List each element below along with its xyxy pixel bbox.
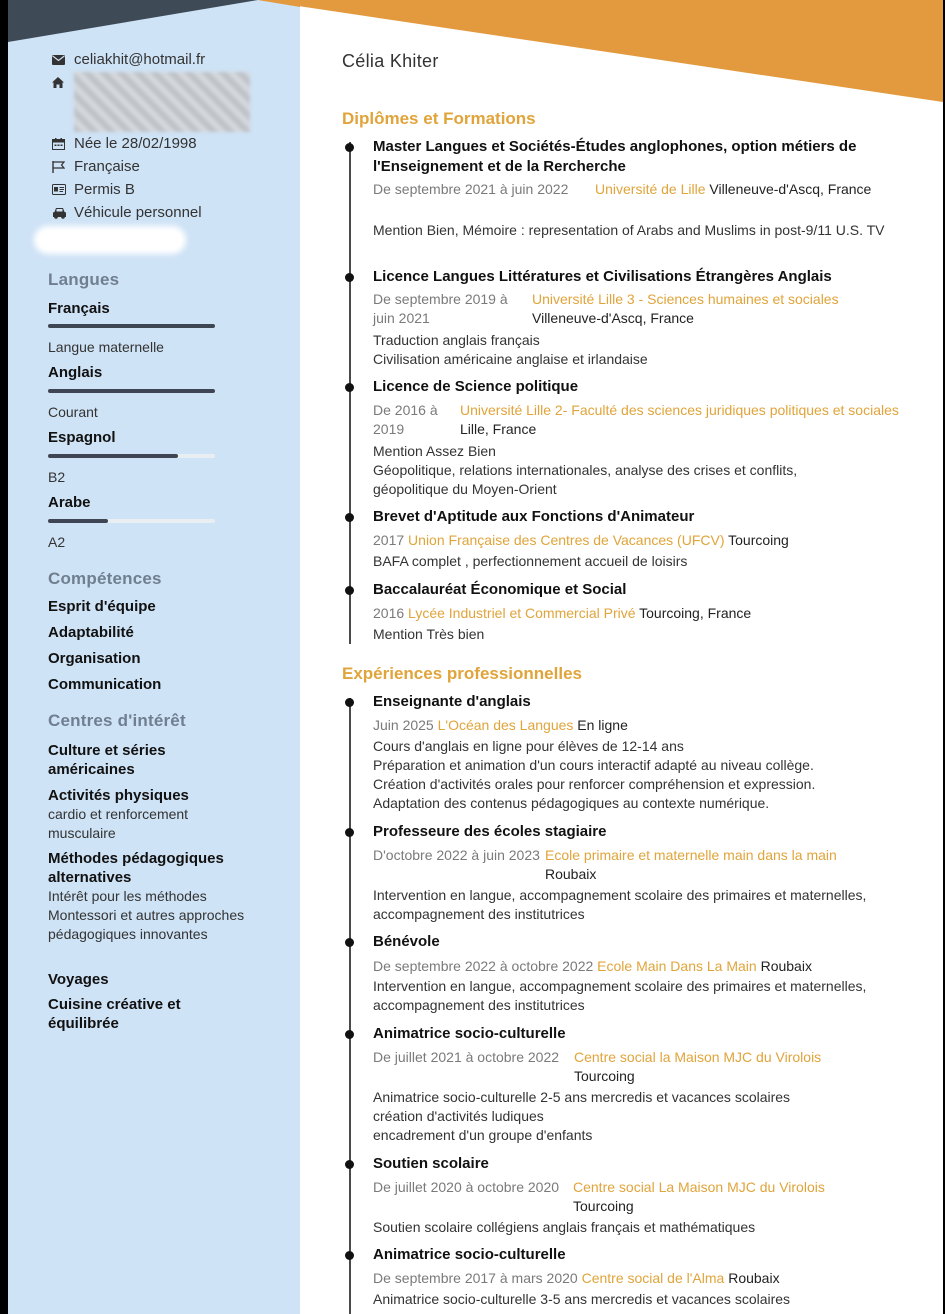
timeline-dot [345,273,354,282]
vehicle-text: Véhicule personnel [74,204,202,221]
entry-desc: BAFA complet , perfectionnement accueil de loisirs [373,553,688,569]
entry-date: De 2016 à 2019 [373,402,438,437]
entry-organization [373,1269,913,1288]
entry-organization [373,957,913,976]
entry-org-name: Lycée Industriel et Commercial Privé [408,605,636,621]
birth-text: Née le 28/02/1998 [74,135,197,152]
entry-desc: Animatrice socio-culturelle 2-5 ans mercredis et vacances scolaires [373,1089,791,1105]
entry-organization [373,604,913,623]
nationality-text: Française [74,158,140,175]
entry-desc: création d'activités ludiques [373,1108,544,1124]
language-name: Arabe [48,494,91,511]
skill-item: Esprit d'équipe [48,598,156,615]
entry-desc: Soutien scolaire collégiens anglais français et mathématiques [373,1219,756,1235]
entry-org-name: Université Lille 3 - Sciences humaines et sociales [532,291,839,307]
language-name: Anglais [48,364,103,381]
entry-desc: Civilisation américaine anglaise et irlandaise [373,351,648,367]
interest-desc: cardio et renforcement musculaire [48,806,189,841]
entry-org-name: Université Lille 2- Faculté des sciences juridiques politiques et sociales [460,402,899,418]
entry-desc: Cours d'anglais en ligne pour élèves de 12-14 ans [373,738,684,754]
entry-desc: Animatrice socio-culturelle 3-5 ans mercredis et vacances scolaires [373,1291,791,1307]
entry-title: Professeure des écoles stagiaire [373,823,607,840]
entry-organization [532,290,912,328]
skill-item: Organisation [48,650,141,667]
entry-desc: Intervention en langue, accompagnement scolaire des primaires et maternelles, accompagnement des institutrices [373,978,867,1013]
entry-org-name: Union Française des Centres de Vacances (UFCV) [408,532,725,548]
flag-icon [52,161,74,173]
calendar-icon [52,138,74,150]
entry-place: Tourcoing [724,532,789,548]
entry-title: Master Langues et Sociétés-Études anglophones, option métiers de l'Enseignement et de la Rercherche [373,138,857,175]
entry-organization [573,1178,913,1216]
resume-page [8,0,943,1314]
entry-date: 2016 [373,605,405,621]
entry-date: De septembre 2017 à mars 2020 [373,1270,578,1286]
language-level: B2 [48,469,66,485]
entry-title: Bénévole [373,933,440,950]
license-text: Permis B [74,181,135,198]
language-bar [48,324,215,328]
entry-date: De juillet 2020 à octobre 2020 [373,1179,560,1195]
entry-title: Enseignante d'anglais [373,693,531,710]
entry-place: Tourcoing [574,1068,635,1084]
entry-title: Licence de Science politique [373,378,579,395]
entry-organization [373,716,913,735]
skill-item: Communication [48,676,162,693]
car-icon [52,207,74,219]
interest-title: Méthodes pédagogiques alternatives [48,850,224,886]
envelope-icon [52,55,74,65]
language-bar-fill [48,324,215,328]
entry-place: Villeneuve-d'Ascq, France [705,181,872,197]
contact-vehicle [52,201,202,224]
entry-date: D'octobre 2022 à juin 2023 [373,847,540,863]
experience-timeline [349,698,351,1314]
entry-title: Animatrice socio-culturelle [373,1246,566,1263]
languages-heading: Langues [48,270,120,289]
skill-item: Adaptabilité [48,624,134,641]
entry-organization [574,1048,914,1086]
education-heading: Diplômes et Formations [342,109,536,128]
entry-place: Villeneuve-d'Ascq, France [532,310,694,326]
entry-place: Lille, France [460,421,537,437]
entry-desc: Traduction anglais français [373,332,540,348]
entry-place: Roubaix [545,866,597,882]
entry-place: En ligne [573,717,628,733]
timeline-dot [345,938,354,947]
entry-desc: Mention Assez Bien [373,443,496,459]
candidate-name: Célia Khiter [342,51,439,71]
language-bar [48,389,215,393]
entry-desc: Préparation et animation d'un cours interactif adapté au niveau collège. [373,757,814,773]
entry-org-name: Ecole primaire et maternelle main dans la main [545,847,837,863]
entry-org-name: L'Océan des Langues [437,717,574,733]
timeline-dot [345,586,354,595]
entry-date: De septembre 2022 à octobre 2022 [373,958,594,974]
timeline-dot [345,1251,354,1260]
entry-place: Tourcoing, France [635,605,752,621]
entry-date: De juillet 2021 à octobre 2022 [373,1049,560,1065]
entry-org-name: Ecole Main Dans La Main [597,958,757,974]
home-icon [52,77,74,88]
language-level: Langue maternelle [48,339,164,355]
entry-desc: Géopolitique, relations internationales, analyse des crises et conflits, géopolitique du Moyen-Orient [373,462,798,497]
entry-desc: Adaptation des contenus pédagogiques au contexte numérique. [373,795,770,811]
timeline-dot [345,383,354,392]
entry-title: Baccalauréat Économique et Social [373,581,627,598]
timeline-dot [345,1030,354,1039]
interest-title: Cuisine créative et équilibrée [48,996,181,1032]
entry-desc: Création d'activités orales pour renforcer compréhension et expression. [373,776,816,792]
entry-place: Tourcoing [573,1198,634,1214]
entry-place: Roubaix [756,958,812,974]
entry-date: Juin 2025 [373,717,434,733]
language-bar [48,454,215,458]
email-text: celiakhit@hotmail.fr [74,51,206,68]
education-timeline [349,142,351,644]
entry-organization [595,180,885,199]
entry-place: Roubaix [724,1270,780,1286]
entry-organization [460,401,915,439]
language-name: Espagnol [48,429,116,446]
entry-title: Licence Langues Littératures et Civilisations Étrangères Anglais [373,268,832,285]
timeline-dot [345,143,354,152]
entry-date: De septembre 2019 à juin 2021 [373,291,508,326]
entry-org-name: Centre social la Maison MJC du Virolois [574,1049,822,1065]
entry-title: Animatrice socio-culturelle [373,1025,566,1042]
interest-title: Voyages [48,971,109,988]
entry-title: Soutien scolaire [373,1155,489,1172]
language-bar-fill [48,519,108,523]
entry-organization [545,846,915,884]
redacted-line [34,226,186,254]
timeline-dot [345,513,354,522]
entry-date: De septembre 2021 à juin 2022 [373,181,569,197]
language-level: Courant [48,404,98,420]
language-level: A2 [48,534,66,550]
entry-title: Brevet d'Aptitude aux Fonctions d'Animateur [373,508,695,525]
entry-org-name: Centre social de l'Alma [581,1270,725,1286]
language-bar-fill [48,389,215,393]
entry-org-name: Centre social La Maison MJC du Virolois [573,1179,825,1195]
entry-desc: Mention Très bien [373,626,485,642]
personal-info [52,132,202,224]
entry-desc: Mention Bien, Mémoire : representation of Arabs and Muslims in post-9/11 U.S. TV [373,222,885,238]
entry-organization [373,531,913,550]
timeline-dot [345,828,354,837]
timeline-dot [345,1160,354,1169]
contact-nationality [52,155,202,178]
entry-org-name: Université de Lille [595,181,706,197]
timeline-dot [345,698,354,707]
experience-heading: Expériences professionnelles [342,664,582,683]
skills-heading: Compétences [48,569,162,588]
contact-email[interactable] [52,48,205,71]
language-bar [48,519,215,523]
interest-title: Activités physiques [48,787,189,804]
interests-heading: Centres d'intérêt [48,711,186,730]
interest-desc: Intérêt pour les méthodes Montessori et autres approches pédagogiques innovantes [48,888,245,942]
language-bar-fill [48,454,178,458]
entry-desc: encadrement d'un groupe d'enfants [373,1127,593,1143]
contact-license [52,178,202,201]
redacted-address [74,72,250,132]
id-card-icon [52,184,74,195]
interest-title: Culture et séries américaines [48,742,166,778]
language-name: Français [48,300,110,317]
contact-birth [52,132,202,155]
entry-desc: Intervention en langue, accompagnement scolaire des primaires et maternelles, accompagnement des institutrices [373,887,867,922]
entry-date: 2017 [373,532,405,548]
